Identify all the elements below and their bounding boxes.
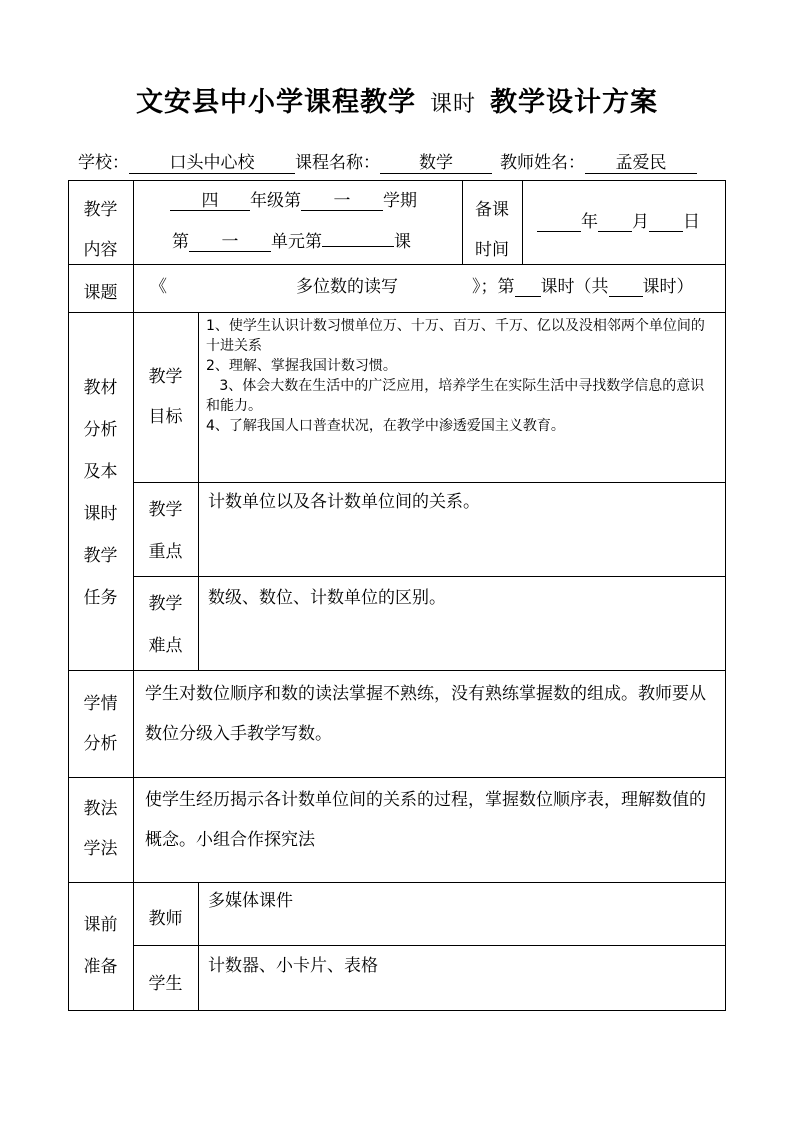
title-mid: 课时 [429, 92, 476, 117]
date-month: 月 [632, 212, 649, 232]
key-text: 计数单位以及各计数单位间的关系。 [208, 492, 480, 512]
school-label: 学校： [78, 153, 129, 173]
period-suffix: 课时（共 [540, 277, 609, 297]
prep-teacher-text: 多媒体课件 [208, 891, 293, 911]
difficult-label: 教学 难点 [148, 594, 183, 656]
unit-suffix: 单元第 [271, 232, 322, 252]
learning-label: 学情 分析 [83, 694, 118, 754]
prep-time-label: 备课 时间 [475, 200, 509, 260]
table-line [198, 882, 199, 1010]
goal-item: 3、体会大数在生活中的广泛应用，培养学生在实际生活中寻找数学信息的意识和能力。 [206, 378, 705, 414]
key-label: 教学 重点 [148, 500, 183, 562]
table-border-top [68, 180, 726, 181]
topic-title: 多位数的读写 [296, 277, 398, 297]
prep-date [537, 214, 700, 232]
table-line [68, 264, 726, 265]
table-border-right [725, 180, 726, 1011]
page-title [0, 80, 794, 119]
table-border-bottom [68, 1010, 726, 1011]
goals-label: 教学 目标 [148, 367, 183, 427]
table-line [68, 777, 726, 778]
period-total-suffix: 课时） [642, 277, 694, 297]
goal-item: 4、了解我国人口普查状况，在教学中渗透爱国主义教育。 [206, 418, 565, 434]
course-label: 课程名称： [295, 153, 380, 173]
lesson-suffix: 课 [394, 232, 411, 252]
prep-student-label: 学生 [148, 974, 183, 994]
topic-label: 课题 [83, 283, 118, 303]
unit-prefix: 第 [172, 232, 189, 252]
course-value: 数学 [380, 153, 492, 174]
learning-text: 学生对数位顺序和数的读法掌握不熟练，没有熟练掌握数的组成。教师要从数位分级入手教学写数。 [145, 684, 706, 744]
topic-close: 》；第 [472, 277, 515, 297]
title-right: 教学设计方案 [490, 87, 658, 118]
goal-item: 2、理解、掌握我国计数习惯。 [206, 358, 397, 374]
date-day: 日 [683, 212, 700, 232]
analysis-label: 教材 分析 及本 课时 教学 任务 [83, 378, 118, 608]
difficult-text: 数级、数位、计数单位的区别。 [208, 588, 446, 608]
prep-teacher-label: 教师 [148, 909, 183, 929]
topic-open: 《 [150, 277, 167, 297]
table-line [133, 945, 726, 946]
table-line [522, 180, 523, 264]
prep-label: 课前 准备 [83, 915, 118, 977]
table-line [133, 482, 726, 483]
grade-value: 四 [170, 193, 250, 211]
table-line [133, 576, 726, 577]
content-label: 教学 内容 [83, 200, 118, 260]
grade-term-line [170, 193, 417, 211]
table-line [68, 882, 726, 883]
method-label: 教法 学法 [83, 799, 118, 859]
prep-student-text: 计数器、小卡片、表格 [208, 956, 378, 976]
unit-value: 一 [189, 234, 271, 252]
teacher-label: 教师姓名： [500, 153, 585, 173]
topic-period-line [472, 279, 694, 297]
term-value: 一 [301, 193, 383, 211]
method-text: 使学生经历揭示各计数单位间的关系的过程，掌握数位顺序表，理解数值的概念。小组合作探究法 [145, 790, 706, 850]
unit-lesson-line [172, 234, 411, 252]
info-line [78, 148, 697, 174]
term-suffix: 学期 [383, 191, 417, 211]
date-year: 年 [581, 212, 598, 232]
grade-suffix: 年级第 [250, 191, 301, 211]
table-line [198, 312, 199, 670]
teacher-value: 孟爱民 [585, 153, 697, 174]
table-line [68, 670, 726, 671]
table-line [68, 312, 726, 313]
goals-list [206, 316, 718, 436]
goal-item: 1、使学生认识计数习惯单位万、十万、百万、千万、亿以及没相邻两个单位间的十进关系 [206, 318, 705, 354]
school-value: 口头中心校 [129, 153, 295, 174]
title-left: 文安县中小学课程教学 [135, 87, 416, 118]
lesson-value [322, 246, 394, 247]
